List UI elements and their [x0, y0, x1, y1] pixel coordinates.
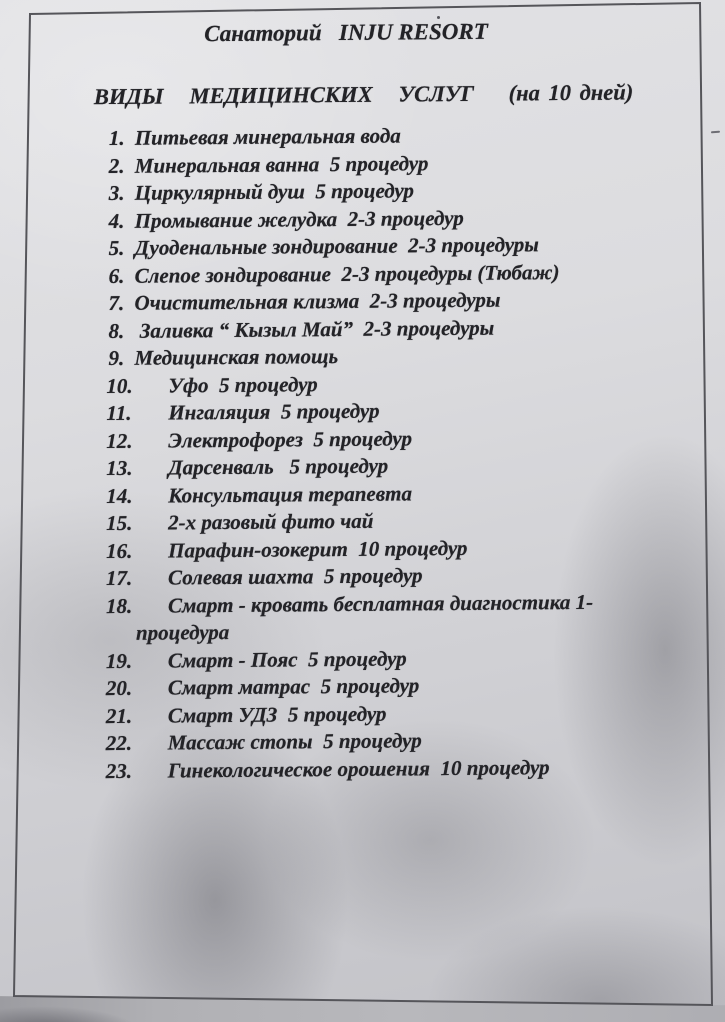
- item-text: Солевая шахта 5 процедур: [168, 563, 423, 590]
- item-text: Гинекологическое орошения 10 процедур: [167, 754, 550, 783]
- item-number: 11.: [106, 400, 132, 426]
- item-number: 17.: [106, 565, 133, 591]
- item-text-continuation: процедура: [135, 619, 230, 645]
- item-text: Минеральная ванна 5 процедур: [134, 150, 429, 178]
- item-text: Дуоденальные зондирование 2-3 процедуры: [134, 232, 539, 260]
- item-number: 7.: [108, 290, 125, 316]
- item-text: 2-х разовый фито чай: [168, 508, 374, 535]
- item-text: Питьевая минеральная вода: [134, 123, 401, 150]
- item-number: 19.: [105, 648, 133, 673]
- item-number: 18.: [106, 593, 133, 618]
- item-number: 2.: [108, 153, 125, 178]
- list-item: [94, 753, 659, 785]
- item-text: Смарт матрас 5 процедур: [167, 673, 420, 700]
- speck-mark: [437, 16, 440, 19]
- item-text: Смарт - Пояс 5 процедур: [167, 645, 407, 673]
- item-number: 6.: [108, 263, 125, 288]
- document-title: Санаторий INJU RESORT: [204, 18, 488, 47]
- item-number: 3.: [108, 180, 125, 206]
- item-text: Массаж стопы 5 процедур: [167, 728, 422, 755]
- item-number: 5.: [108, 235, 125, 261]
- item-text: Дарсенваль 5 процедур: [168, 453, 389, 480]
- item-number: 23.: [105, 758, 133, 783]
- item-number: 1.: [108, 125, 125, 151]
- item-number: 8.: [108, 318, 125, 343]
- item-number: 9.: [108, 345, 125, 371]
- item-text: Промывание желудка 2-3 процедур: [134, 205, 464, 233]
- item-number: 22.: [105, 730, 133, 756]
- item-text: Заливка “ Кызыл Май” 2-3 процедуры: [134, 315, 495, 343]
- item-number: 16.: [106, 538, 133, 563]
- item-text: Электрофорез 5 процедур: [168, 425, 413, 453]
- item-number: 20.: [105, 675, 133, 701]
- item-number: 4.: [108, 208, 125, 233]
- item-text: Слепое зондирование 2-3 процедуры (Тюбаж): [134, 259, 560, 288]
- services-list: [94, 120, 660, 785]
- item-number: 13.: [106, 455, 133, 481]
- item-text: Ингаляция 5 процедур: [168, 398, 380, 425]
- item-number: 14.: [106, 483, 133, 508]
- item-text: Смарт УДЗ 5 процедур: [167, 701, 387, 728]
- item-number: 21.: [105, 703, 133, 728]
- document-heading: ВИДЫ МЕДИЦИНСКИХ УСЛУГ (на 10 дней): [93, 79, 634, 110]
- item-number: 10.: [106, 373, 133, 398]
- item-number: 12.: [106, 428, 133, 453]
- item-text: Парафин-озокерит 10 процедур: [168, 535, 468, 563]
- item-text: Смарт - кровать бесплатная диагностика 1-: [168, 589, 594, 618]
- item-number: 15.: [106, 510, 133, 536]
- item-text: Уфо 5 процедур: [168, 371, 318, 398]
- item-text: Циркулярный душ 5 процедур: [134, 178, 414, 205]
- list-item: [94, 588, 659, 648]
- item-text: Медицинская помощь: [134, 344, 339, 370]
- item-text: Консультация терапевта: [168, 480, 413, 508]
- item-text: Очистительная клизма 2-3 процедуры: [134, 287, 501, 315]
